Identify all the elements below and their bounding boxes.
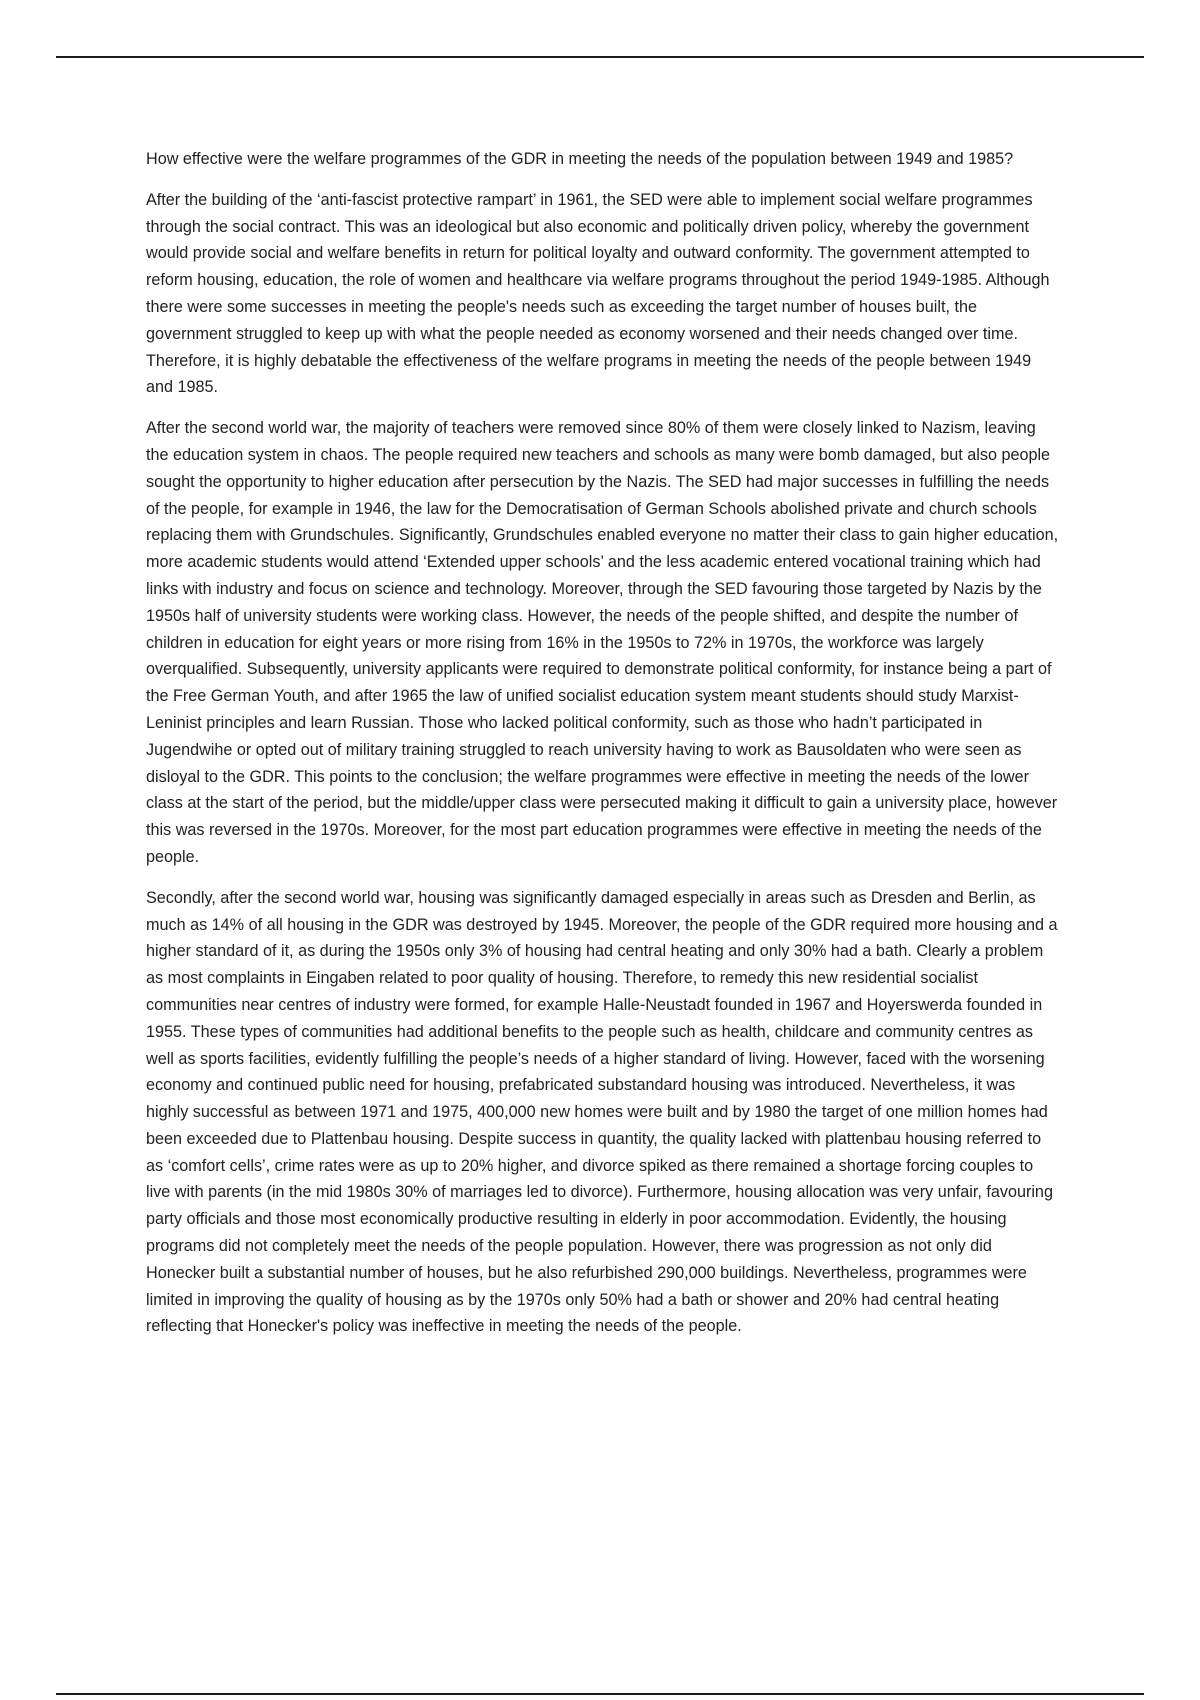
paragraph-introduction: After the building of the ‘anti-fascist protective rampart’ in 1961, the SED were able to implement social welfare programmes through the social contract. This was an ideological but also economic and politically driven policy, whereby the government would provide social and welfare benefits in return for political loyalty and outward conformity. The government attempted to reform housing, education, the role of women and healthcare via welfare programs throughout the period 1949-1985. Although there were some successes in meeting the people's needs such as exceeding the target number of houses built, the government struggled to keep up with what the people needed as economy worsened and their needs changed over time. Therefore, it is highly debatable the effectiveness of the welfare programs in meeting the needs of the people between 1949 and 1985. — [146, 190, 1050, 397]
essay-question: How effective were the welfare programmes of the GDR in meeting the needs of the population between 1949 and 1985? — [146, 150, 1014, 168]
top-rule — [56, 56, 1144, 58]
paragraph-housing: Secondly, after the second world war, housing was significantly damaged especially in areas such as Dresden and Berlin, as much as 14% of all housing in the GDR was destroyed by 1945. Moreover, the people of the GDR required more housing and a higher standard of it, as during the 1950s only 3% of housing had central heating and only 30% had a bath. Clearly a problem as most complaints in Eingaben related to poor quality of housing. Therefore, to remedy this new residential socialist communities near centres of industry were formed, for example Halle-Neustadt founded in 1967 and Hoyerswerda founded in 1955. These types of communities had additional benefits to the people such as health, childcare and community centres as well as sports facilities, evidently fulfilling the people’s needs of a higher standard of living. However, faced with the worsening economy and continued public need for housing, prefabricated substandard housing was introduced. Nevertheless, it was highly successful as between 1971 and 1975, 400,000 new homes were built and by 1980 the target of one million homes had been exceeded due to Plattenbau housing. Despite success in quantity, the quality lacked with plattenbau housing referred to as ‘comfort cells’, crime rates were as up to 20% higher, and divorce spiked as there remained a shortage forcing couples to live with parents (in the mid 1980s 30% of marriages led to divorce). Furthermore, housing allocation was very unfair, favouring party officials and those most economically productive resulting in elderly in poor accommodation. Evidently, the housing programs did not completely meet the needs of the people population. However, there was progression as not only did Honecker built a substantial number of houses, but he also refurbished 290,000 buildings. Nevertheless, programmes were limited in improving the quality of housing as by the 1970s only 50% had a bath or shower and 20% had central heating reflecting that Honecker's policy was ineffective in meeting the needs of the people. — [146, 888, 1058, 1336]
bottom-rule — [56, 1693, 1144, 1695]
essay-body — [146, 146, 1061, 1354]
paragraph-education: After the second world war, the majority of teachers were removed since 80% of them were closely linked to Nazism, leaving the education system in chaos. The people required new teachers and schools as many were bomb damaged, but also people sought the opportunity to higher education after persecution by the Nazis. The SED had major successes in fulfilling the needs of the people, for example in 1946, the law for the Democratisation of German Schools abolished private and church schools replacing them with Grundschules. Significantly, Grundschules enabled everyone no matter their class to gain higher education, more academic students would attend ‘Extended upper schools’ and the less academic entered vocational training which had links with industry and focus on science and technology. Moreover, through the SED favouring those targeted by Nazis by the 1950s half of university students were working class. However, the needs of the people shifted, and despite the number of children in education for eight years or more rising from 16% in the 1950s to 72% in 1970s, the workforce was largely overqualified. Subsequently, university applicants were required to demonstrate political conformity, for instance being a part of the Free German Youth, and after 1965 the law of unified socialist education system meant students should study Marxist-Leninist principles and learn Russian. Those who lacked political conformity, such as those who hadn’t participated in Jugendwihe or opted out of military training struggled to reach university having to work as Bausoldaten who were seen as disloyal to the GDR. This points to the conclusion; the welfare programmes were effective in meeting the needs of the lower class at the start of the period, but the middle/upper class were persecuted making it difficult to gain a university place, however this was reversed in the 1970s. Moreover, for the most part education programmes were effective in meeting the needs of the people. — [146, 419, 1059, 866]
